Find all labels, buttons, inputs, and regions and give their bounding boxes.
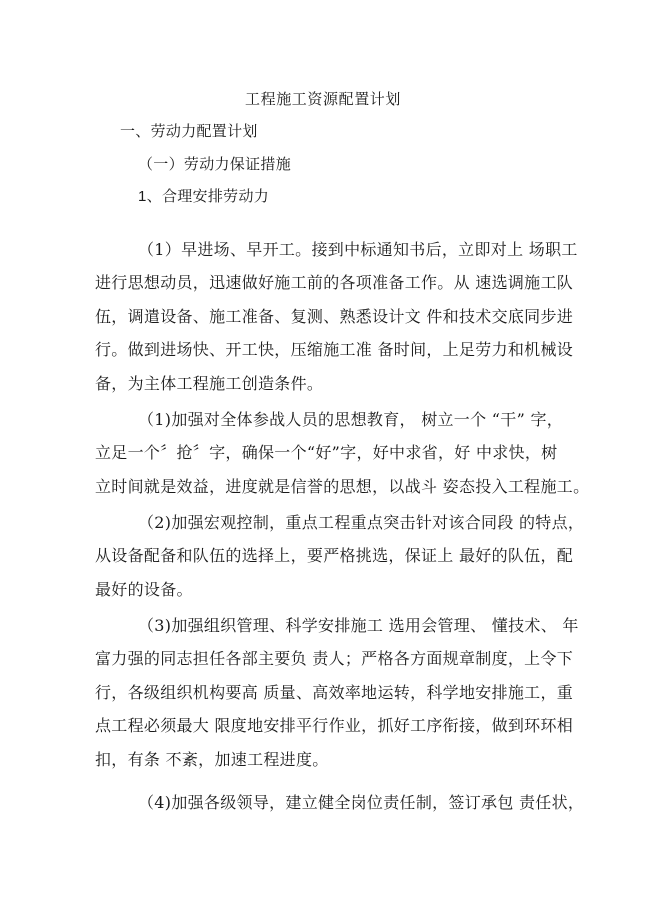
paragraph-line: 立时间就是效益，进度就是信誉的思想，以战斗 姿态投入工程施工。	[95, 477, 590, 496]
paragraph-line: 行。做到进场快、开工快，压缩施工准 备时间，上足劳力和机械设	[95, 340, 574, 359]
paragraph-line: 从设备配备和队伍的选择上，要严格挑选，保证上 最好的队伍，配	[95, 546, 574, 565]
item-heading: 1、合理安排劳动力	[138, 188, 270, 205]
section-heading: 一、劳动力配置计划	[120, 122, 258, 140]
paragraph-line: 伍，调遣设备、施工准备、复测、熟悉设计文 件和技术交底同步进	[95, 307, 574, 326]
document-title: 工程施工资源配置计划	[245, 90, 402, 108]
paragraph-line: （1)加强对全体参战人员的思想教育， 树立一个 “干” 字，	[138, 410, 564, 429]
paragraph-line: 最好的设备。	[95, 580, 193, 599]
paragraph-line: 富力强的同志担任各部主要负 责人；严格各方面规章制度，上令下	[95, 649, 574, 668]
paragraph-line: 行，各级组织机构要高 质量、高效率地运转，科学地安排施工，重	[95, 683, 574, 702]
paragraph-line: 点工程必须最大 限度地安排平行作业，抓好工序衔接，做到环环相	[95, 716, 574, 735]
paragraph-line: （3)加强组织管理、科学安排施工 选用会管理、 懂技术、 年	[138, 616, 579, 635]
paragraph-line: 备，为主体工程施工创造条件。	[95, 374, 324, 393]
paragraph-line: 扣，有条 不紊，加速工程进度。	[95, 750, 329, 769]
paragraph-line: （2)加强宏观控制，重点工程重点突击针对该合同段 的特点，	[138, 513, 585, 532]
paragraph-line: （4)加强各级领导，建立健全岗位责任制，签订承包 责任状，	[138, 793, 585, 812]
paragraph-line: （1）早进场、早开工。接到中标通知书后，立即对上 场职工	[138, 240, 578, 259]
paragraph-line: 进行思想动员，迅速做好施工前的各项准备工作。从 速选调施工队	[95, 273, 574, 292]
paragraph-line: 立足一个〞抢〞字，确保一个“好”字，好中求省，好 中求快，树	[95, 443, 558, 462]
subsection-heading: （一）劳动力保证措施	[138, 155, 292, 173]
